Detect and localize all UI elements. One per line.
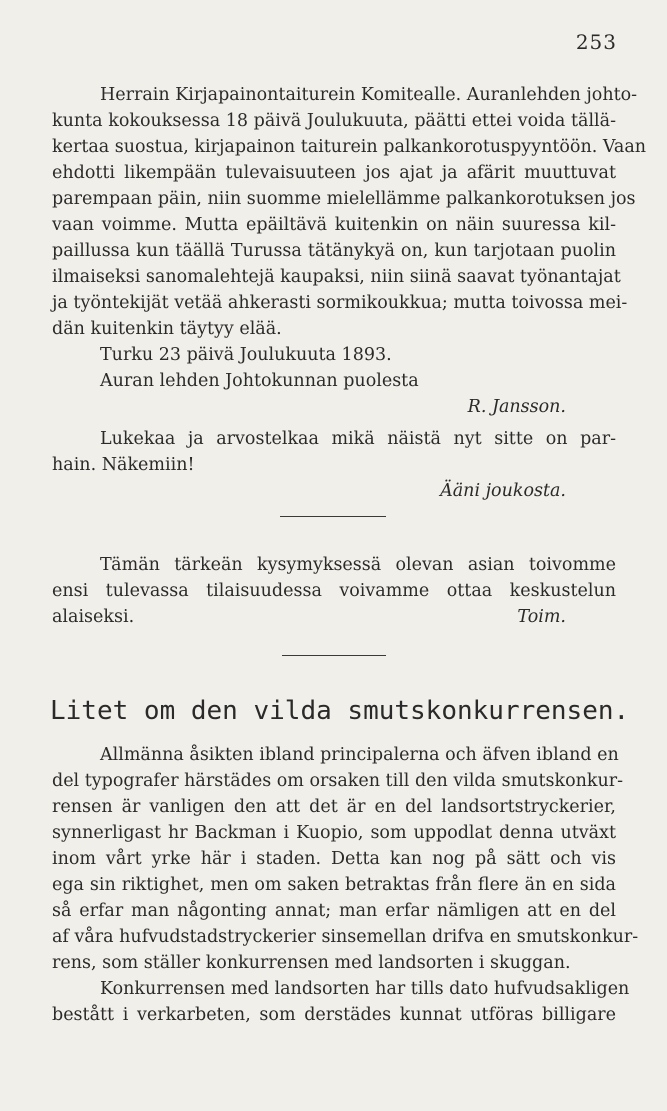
reader-note (52, 426, 616, 504)
letter-signature: R. Jansson. (467, 397, 566, 417)
swedish-article (52, 742, 639, 1028)
date-line: Turku 23 päivä Joulukuuta 1893. (100, 345, 392, 365)
article-line: rens, som ställer konkurrensen med landsorten i skuggan. (52, 953, 571, 973)
article-heading: Litet om den vilda smutskonkurrensen. (50, 696, 630, 726)
note-line: hain. Näkemiin! (52, 455, 195, 475)
editor-signature: Toim. (517, 607, 566, 627)
board-line: Auran lehden Johtokunnan puolesta (100, 371, 419, 391)
letter-line: kunta kokouksessa 18 päivä Joulukuuta, päätti ettei voida tällä- (52, 111, 616, 131)
letter-line: Herrain Kirjapainontaiturein Komitealle. Auranlehden johto- (100, 85, 638, 105)
article-line: Allmänna åsikten ibland principalerna och äfven ibland en (100, 745, 619, 765)
letter-line: ilmaiseksi sanomalehtejä kaupaksi, niin siinä saavat työnantajat (52, 267, 621, 287)
article-line: rensen är vanligen den att det är en del landsortstryckerier, (52, 797, 616, 817)
editor-line: Tämän tärkeän kysymyksessä olevan asian toivomme (100, 555, 616, 575)
section-divider (280, 516, 386, 517)
note-signature: Ääni joukosta. (440, 481, 566, 501)
article-line: del typografer härstädes om orsaken till den vilda smutskonkur- (52, 771, 624, 791)
article-line: Konkurrensen med landsorten har tills dato hufvudsakligen (100, 979, 630, 999)
letter-line: ehdotti likempään tulevaisuuteen jos ajat ja afärit muuttuvat (52, 163, 616, 183)
article-line: bestått i verkarbeten, som derstädes kunnat utföras billigare (52, 1005, 616, 1025)
article-line: ega sin riktighet, men om saken betraktas från flere än en sida (52, 875, 616, 895)
letter-line: ja työntekijät vetää ahkerasti sormikoukkua; mutta toivossa mei- (52, 293, 628, 313)
editor-last-row (52, 604, 616, 630)
article-line: inom vårt yrke här i staden. Detta kan nog på sätt och vis (52, 849, 616, 869)
note-line: Lukekaa ja arvostelkaa mikä näistä nyt sitte on par- (100, 429, 616, 449)
article-line: synnerligast hr Backman i Kuopio, som uppodlat denna utväxt (52, 823, 616, 843)
section-divider (282, 655, 386, 656)
letter-line: vaan voimme. Mutta epäiltävä kuitenkin on näin suuressa kil- (52, 215, 616, 235)
editor-note (52, 552, 616, 630)
letter-line: dän kuitenkin täytyy elää. (52, 319, 282, 339)
letter-line: parempaan päin, niin suomme mielellämme palkankorotuksen jos (52, 189, 636, 209)
editor-line: alaiseksi. (52, 607, 135, 627)
page-number: 253 (575, 30, 617, 54)
finnish-letter (52, 82, 647, 420)
article-line: af våra hufvudstadstryckerier sinsemellan drifva en smutskonkur- (52, 927, 639, 947)
article-line: så erfar man någonting annat; man erfar nämligen att en del (52, 901, 616, 921)
letter-line: kertaa suostua, kirjapainon taiturein palkankorotuspyyntöön. Vaan (52, 137, 647, 157)
letter-line: paillussa kun täällä Turussa tätänykyä on, kun tarjotaan puolin (52, 241, 616, 261)
editor-line: ensi tulevassa tilaisuudessa voivamme ottaa keskustelun (52, 581, 616, 601)
